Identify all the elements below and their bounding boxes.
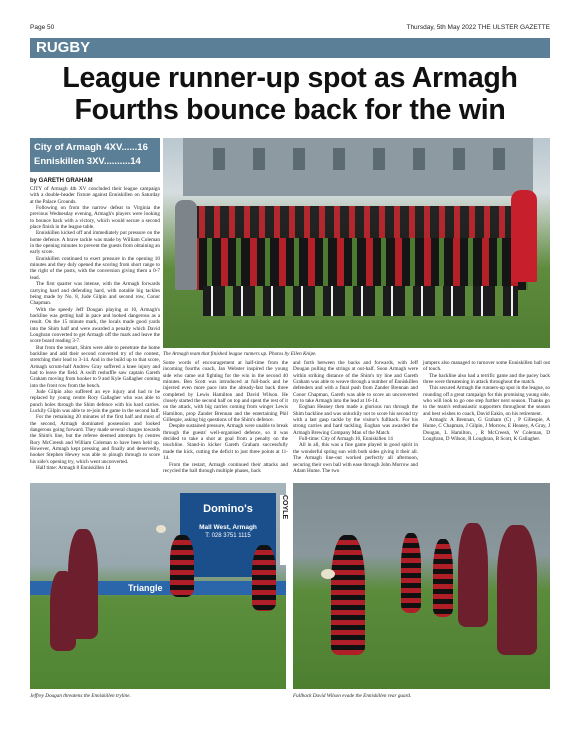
scoreline-box (30, 138, 160, 172)
paragraph: The first quarter was intense, with the Armagh forwards carrying hard and defending hard, with notable big tackles being made by No. 8, Jude Gilpin and second row, Conor Chapman. (30, 281, 160, 307)
right-photo-caption: Fullback David Wilson evade the Enniskillen rear guard. (293, 693, 412, 699)
rugby-ball (156, 525, 166, 533)
paragraph: jumpers also managed to turnover some Enniskillen ball out of touch. (423, 360, 550, 373)
article-column-1 (30, 186, 160, 471)
player-figure (497, 525, 537, 655)
player-figure (50, 571, 76, 651)
paragraph: Following on from the narrow defeat to Virginia the previous Wednesday evening, Armagh's players were looking to bounce back with a victory, which would secure a second place finish in the league table. (30, 205, 160, 231)
page-number: Page 50 (30, 23, 55, 31)
paragraph: Half time: Armagh 8 Enniskillen 14 (36, 465, 111, 472)
team-photo-caption: The Armagh team that finished league runners up. Photos by Ellen Knipe. (163, 351, 317, 357)
paragraph: CITY of Armagh 4th XV concluded their league campaign with a double-header fixture against Enniskillen on Saturday at the Palace Grounds. (30, 186, 160, 205)
page-masthead (30, 21, 550, 33)
action-photo-left (30, 483, 286, 689)
paragraph: Enniskillen kicked off and immediately put pressure on the home defence. A brave tackle was made by William Coleman in the opening minutes to prevent the guests from obtaining an early score. (30, 230, 160, 256)
coyle-board: COYLE (280, 495, 288, 565)
score-away: Enniskillen 3XV..........14 (34, 156, 141, 167)
player-figure (458, 523, 488, 627)
player-figure (331, 535, 365, 655)
coach-figure (175, 200, 197, 290)
advert-board: Triangle (30, 581, 286, 595)
score-home: City of Armagh 4XV......16 (34, 142, 148, 153)
article-column-2 (163, 360, 288, 474)
team-front-row (203, 286, 518, 316)
team-middle-row (183, 238, 528, 290)
sponsor-address: Mall West, Armagh (199, 524, 257, 531)
paragraph: Eoghan Heaney then made a glorious run through the Shim backline and was unluckily not to score his second try with a last gasp tackle by the visitor's fullback. For his strong carries and hard tackling, Eoghan was awarded the Armagh Brewing Company Man of the Match. (293, 404, 418, 436)
coach-figure (511, 190, 537, 282)
section-banner: RUGBY (30, 38, 550, 58)
left-photo-caption: Jeffrey Dougan threatens the Enniskillen tryline. (30, 693, 131, 699)
paragraph: Jude Gilpin also suffered an eye injury and had to be replaced by young centre Rory Gallagher who was able to punch holes through the Shim defence with his hard carries. Luckily Gilpin was able to re-join the game in the second half. (30, 389, 160, 415)
player-figure (252, 545, 276, 611)
paragraph: For the remaining 20 minutes of the first half and most of the second, Armagh dominated possession and looked dangerous going forward. They made several charges towards the Shim's line, but the referee deemed attempts by centres Rory McCreesh and William Coleman to have been held up. However, Armagh kept pressing and finally and deservedly, hooker Stephen Hewey was able to plough through to score his side's opening try, which went unconverted. (30, 414, 160, 465)
article-column-4 (423, 360, 550, 442)
paragraph: The backline also had a terrific game and the pacey back three were threatening in attack throughout the match. (423, 372, 550, 386)
article-column-3 (293, 360, 418, 474)
paragraph: All in all, this was a fine game played in good spirit in the wonderful spring sun with both sides giving it their all. The Armagh line-out worked perfectly all afternoon, securing their own ball with ease through John Morrow and Adam Hume. The two (293, 442, 418, 474)
player-figure (433, 539, 453, 617)
sponsor-phone: T: 028 3751 1115 (205, 533, 251, 539)
paragraph: and forth between the backs and forwards, with Jeff Dougan pulling the strings at out-half. Soon Armagh were within striking distance of the Shim's try line and Gareth Graham was able to weave through a number of Enniskillen defenders and with a final push from Zander Brennan and Conor Chapman, Gareth was able to score an unconverted try to take Armagh into the lead at 16-14. (293, 360, 418, 405)
paragraph: From the restart, Armagh continued their attacks and recycled the ball through multiple phases, back (163, 461, 288, 474)
paragraph: But from the restart, Shim were able to penetrate the home backline and add their second converted try of the contest, stretching their lead to 3-14. And in the build up to that score, Armagh scrum-half Andrew Gray suffered a knee injury and had to leave the field. A swift reshuffle saw captain Gareth Graham moving from hooker to 9 and Kyle Gallagher coming into the front row from the bench. (30, 344, 160, 389)
action-photo-right (293, 483, 550, 689)
player-figure (401, 533, 421, 613)
paragraph: Despite sustained pressure, Armagh were unable to break through the guests' well-organised defence, so it was decided to take a shot at goal from a penalty on the touchline. Stand-in kicker Gareth Graham successfully made the kick, cutting the deficit to just three points at 11-14. (163, 423, 288, 462)
player-figure (170, 535, 194, 597)
paragraph: Full-time: City of Armagh 16, Enniskillen 14 (299, 436, 393, 443)
paragraph: With the speedy Jeff Dougan playing at 10, Armagh's backline was getting ball in pace and looked dangerous as a result. On the 15 minute mark, the locals made good yards into the Shim half and were awarded a penalty which David Loughran converted to get Armagh off the mark and leave the score board reading 3-7. (30, 306, 160, 345)
headline: League runner-up spot as Armagh Fourths bounce back for the win (62, 62, 518, 126)
issue-date: Thursday, 5th May 2022 THE ULSTER GAZETTE (406, 23, 550, 31)
rugby-ball (321, 569, 335, 579)
paragraph: This secured Armagh the runners-up spot in the league, so rounding off a great campaign for this promising young side, who will look to go one step further next season. Thanks go to the team's enthusiastic supporters throughout the season and best wishes to coach, David Eakin, on his retirement. (423, 385, 550, 417)
paragraph: Armagh: A Brennan, G Graham (C) , P Gillespie, A Hume, C Chapman, J Gilpin, J Morrow, E Heaney, A Gray, J Dougan, L Hamilton, , R McCreesh, W Coleman, D Loughran, D Wilson, R Loughran, B Scott, K Gallagher. (423, 417, 550, 443)
paragraph: Enniskillen continued to exert pressure in the opening 10 minutes and they duly opened the scoring from short range to the right of the posts, with the conversion giving them a 0-7 lead. (30, 255, 160, 281)
paragraph: Some words of encouragement at half-time from the incoming fourths coach, Jan Webster inspired the young side who came out fighting for the win in the second 40 minutes. Ben Scott was introduced at full-back and he injected even more pace into the already-fast back three completed by Lewis Hamilton and David Wilson. He closely started the second half on top and spent the rest of it on the attack, with big carries coming from winger Lewis Hamilton, prop Zander Brennan and the entertaining Phil Gillespie, asking big questions of the Shim's defence. (163, 360, 288, 424)
clubhouse-building (183, 138, 533, 196)
sponsor-logo: Domino's (203, 503, 253, 515)
byline: by GARETH GRAHAM (30, 178, 93, 184)
team-photo (163, 138, 550, 348)
